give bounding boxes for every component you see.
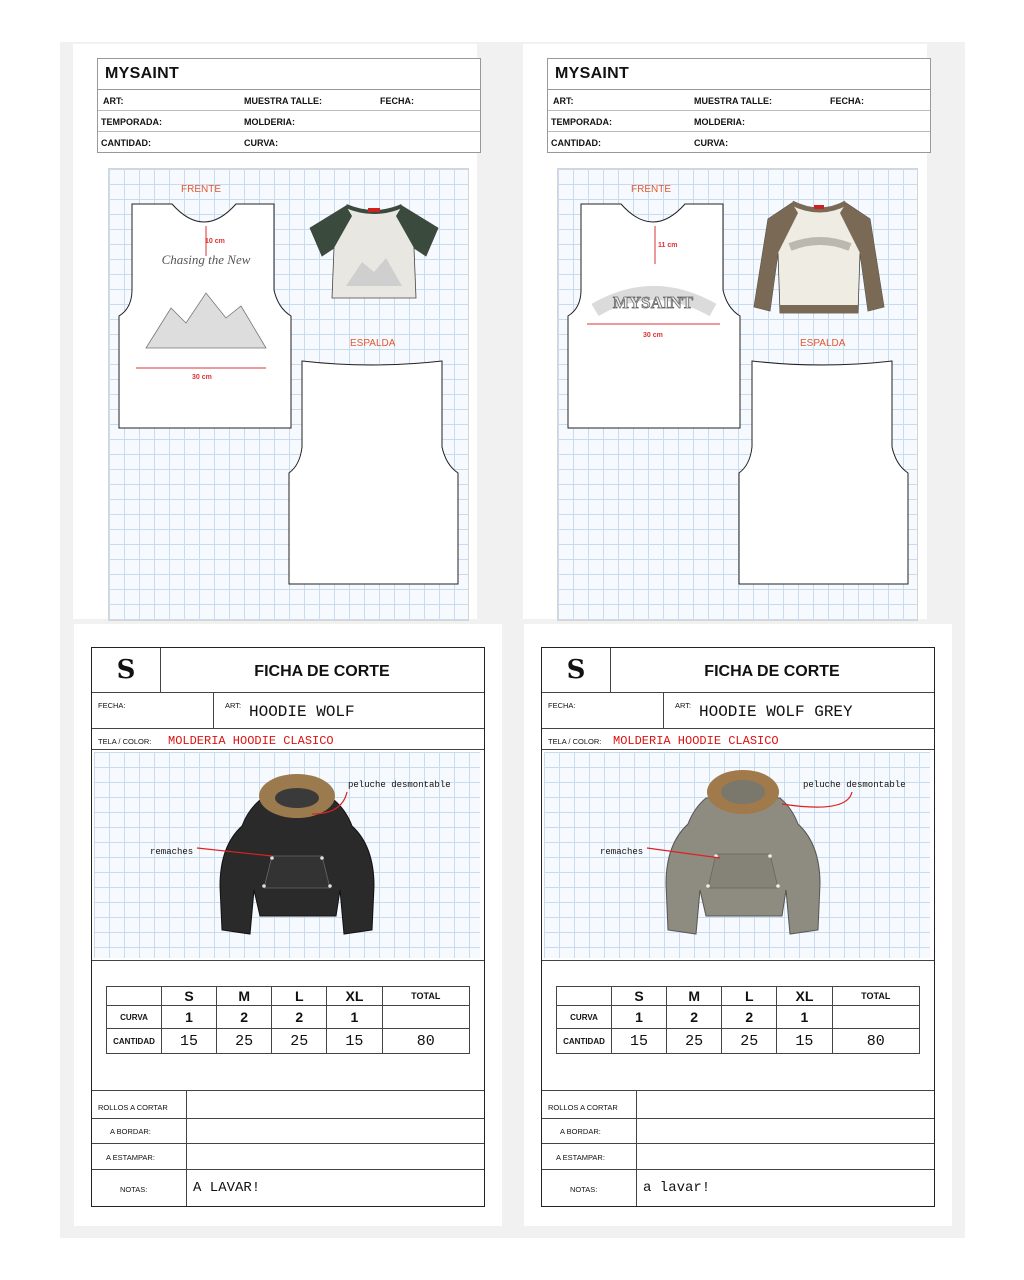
print-text-2: MYSAINT (612, 293, 694, 312)
cantidad-xl: 15 (327, 1029, 382, 1054)
sheet-title: FICHA DE CORTE (254, 663, 390, 680)
field-fecha: FECHA: (830, 96, 864, 106)
spec-row-art (548, 90, 930, 111)
back-label: ESPALDA (350, 338, 396, 349)
front-label: FRENTE (181, 184, 221, 195)
spec-header-1 (97, 58, 481, 153)
cantidad-l: 25 (272, 1029, 327, 1054)
fecha-label: FECHA: (548, 701, 576, 710)
tela-value: MOLDERIA HOODIE CLASICO (613, 734, 779, 748)
spec-row-cantidad (548, 132, 930, 152)
front-label: FRENTE (631, 184, 671, 195)
size-l: L (272, 987, 327, 1006)
notas-label: NOTAS: (120, 1185, 148, 1194)
notas-value: a lavar! (643, 1180, 711, 1196)
art-value: HOODIE WOLF GREY (699, 703, 853, 721)
measure-horizontal-2: 30 cm (643, 332, 663, 339)
brand-title: MYSAINT (98, 59, 480, 90)
size-l: L (722, 987, 777, 1006)
notas-label: NOTAS: (570, 1185, 598, 1194)
art-value: HOODIE WOLF (249, 703, 355, 721)
cut-sheet-2 (541, 647, 935, 1207)
field-molderia: MOLDERIA: (244, 117, 295, 127)
curva-xl: 1 (777, 1006, 832, 1029)
spec-row-art (98, 90, 480, 111)
annotation-rivets: remaches (600, 847, 644, 857)
fecha-label: FECHA: (98, 701, 126, 710)
bordar-label: A BORDAR: (560, 1127, 601, 1136)
curva-label: CURVA (557, 1006, 612, 1029)
notas-value: A LAVAR! (193, 1180, 261, 1196)
curva-total (832, 1006, 920, 1029)
field-curva: CURVA: (244, 138, 279, 148)
curva-s: 1 (162, 1006, 217, 1029)
curva-s: 1 (612, 1006, 667, 1029)
field-cantidad: CANTIDAD: (551, 138, 601, 148)
cantidad-xl: 15 (777, 1029, 832, 1054)
cantidad-total: 80 (832, 1029, 920, 1054)
brand-title: MYSAINT (548, 59, 930, 90)
curva-l: 2 (722, 1006, 777, 1029)
print-text-1: Chasing the New (161, 252, 251, 267)
rollos-label: ROLLOS A CORTAR (548, 1103, 618, 1112)
curva-total (382, 1006, 470, 1029)
sample-raglan-sweatshirt-2 (750, 195, 888, 321)
back-tank-flat-2 (736, 355, 912, 587)
cantidad-s: 15 (612, 1029, 667, 1054)
size-xl: XL (327, 987, 382, 1006)
tela-label: TELA / COLOR: (548, 737, 602, 746)
total-header: TOTAL (832, 987, 920, 1006)
cantidad-m: 25 (667, 1029, 722, 1054)
field-muestra-talle: MUESTRA TALLE: (244, 96, 322, 106)
sheet-title: FICHA DE CORTE (704, 663, 840, 680)
cantidad-m: 25 (217, 1029, 272, 1054)
back-label: ESPALDA (800, 338, 846, 349)
annotation-fur: peluche desmontable (348, 780, 451, 790)
field-fecha: FECHA: (380, 96, 414, 106)
spec-header-2 (547, 58, 931, 153)
field-art: ART: (103, 96, 124, 106)
field-temporada: TEMPORADA: (551, 117, 612, 127)
estampar-label: A ESTAMPAR: (556, 1153, 605, 1162)
sample-raglan-tee-1 (306, 198, 442, 308)
front-tank-flat-1 (116, 198, 294, 430)
annotation-rivets: remaches (150, 847, 194, 857)
spec-row-cantidad (98, 132, 480, 152)
field-art: ART: (553, 96, 574, 106)
art-label: ART: (675, 701, 692, 710)
field-molderia: MOLDERIA: (694, 117, 745, 127)
measure-vertical-2: 11 cm (658, 242, 678, 249)
front-tank-flat-2 (565, 198, 743, 430)
cantidad-l: 25 (722, 1029, 777, 1054)
field-muestra-talle: MUESTRA TALLE: (694, 96, 772, 106)
annotation-fur: peluche desmontable (803, 780, 906, 790)
measure-horizontal-1: 30 cm (192, 374, 212, 381)
cantidad-label: CANTIDAD (107, 1029, 162, 1054)
spec-row-temporada (98, 111, 480, 132)
cantidad-s: 15 (162, 1029, 217, 1054)
curva-l: 2 (272, 1006, 327, 1029)
estampar-label: A ESTAMPAR: (106, 1153, 155, 1162)
curva-label: CURVA (107, 1006, 162, 1029)
measure-vertical-1: 10 cm (205, 238, 225, 245)
cut-sheet-1 (91, 647, 485, 1207)
cantidad-total: 80 (382, 1029, 470, 1054)
curva-xl: 1 (327, 1006, 382, 1029)
bordar-label: A BORDAR: (110, 1127, 151, 1136)
tela-value: MOLDERIA HOODIE CLASICO (168, 734, 334, 748)
tela-label: TELA / COLOR: (98, 737, 152, 746)
size-table (556, 986, 920, 1054)
size-s: S (162, 987, 217, 1006)
spec-row-temporada (548, 111, 930, 132)
art-label: ART: (225, 701, 242, 710)
cantidad-label: CANTIDAD (557, 1029, 612, 1054)
rollos-label: ROLLOS A CORTAR (98, 1103, 168, 1112)
curva-m: 2 (217, 1006, 272, 1029)
brand-logo: S (116, 655, 136, 685)
back-tank-flat-1 (286, 355, 462, 587)
size-xl: XL (777, 987, 832, 1006)
size-m: M (217, 987, 272, 1006)
curva-m: 2 (667, 1006, 722, 1029)
brand-logo: S (566, 655, 586, 685)
total-header: TOTAL (382, 987, 470, 1006)
size-table (106, 986, 470, 1054)
size-s: S (612, 987, 667, 1006)
size-m: M (667, 987, 722, 1006)
field-curva: CURVA: (694, 138, 729, 148)
field-temporada: TEMPORADA: (101, 117, 162, 127)
field-cantidad: CANTIDAD: (101, 138, 151, 148)
